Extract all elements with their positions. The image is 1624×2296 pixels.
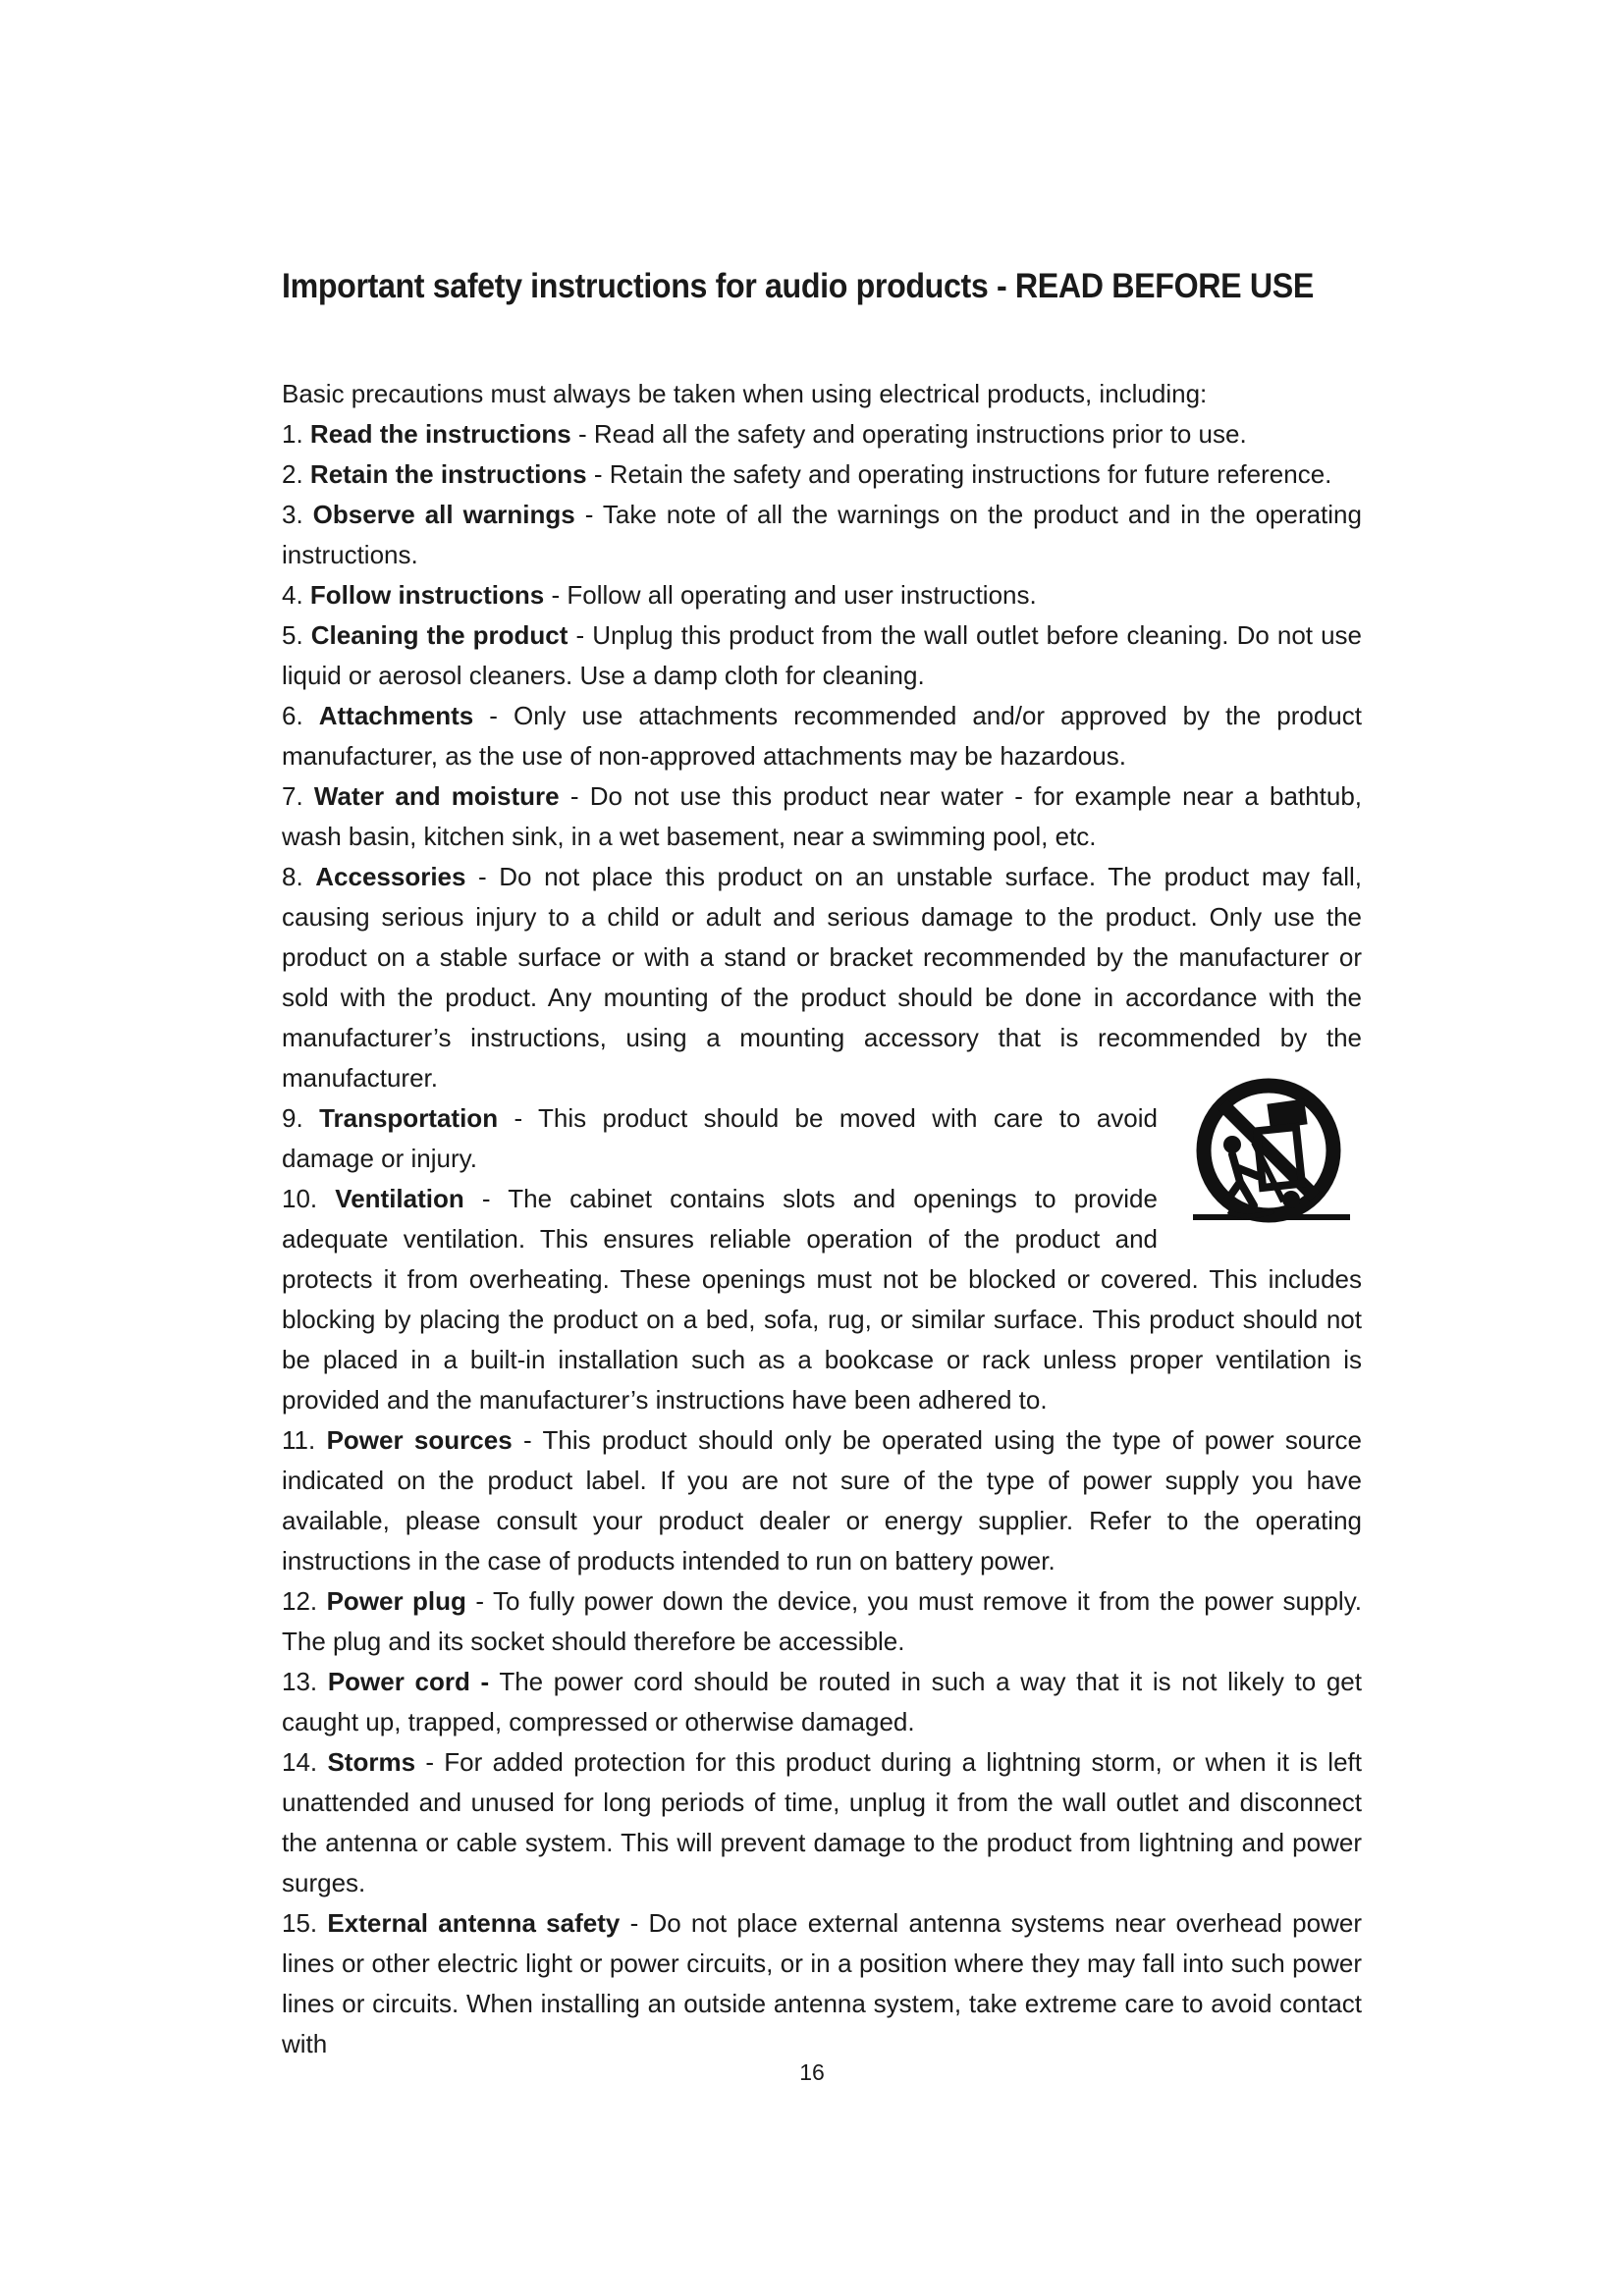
cart-tip-over-warning-icon (1175, 1074, 1362, 1237)
item-heading: Follow instructions (309, 580, 545, 610)
item-body: - Do not place external antenna systems near overhead power lines or other electric light or power circuits, or in a position where they may fall into such power lines or circuits. When installing an outside antenna system, take extreme care to avoid contact with (282, 1908, 1362, 2058)
list-item (282, 495, 1362, 575)
item-number: 15. (282, 1908, 318, 1938)
item-body: - Do not use this product near water - for example near a bathtub, wash basin, kitchen sink, in a wet basement, near a swimming pool, etc. (282, 781, 1362, 851)
item-number: 6. (282, 701, 303, 730)
item-number: 9. (282, 1103, 303, 1133)
item-body: - Do not place this product on an unstable surface. The product may fall, causing serious injury to a child or adult and serious damage to the product. Only use the product on a stable surface or with a stand or bracket recommended by the manufacturer or sold with the product. Any mounting of the product should be done in accordance with the manufacturer’s instructions, using a mounting accessory that is recommended by the manufacturer. (282, 862, 1362, 1093)
item-body: - Take note of all the warnings on the product and in the operating instructions. (282, 500, 1362, 569)
item-heading: Accessories (315, 862, 466, 891)
item-body: - Read all the safety and operating instructions prior to use. (570, 419, 1247, 449)
page-number: 16 (799, 2059, 825, 2085)
list-item (282, 1662, 1362, 1742)
item-heading: Read the instructions (309, 419, 571, 449)
item-heading: Attachments (318, 701, 474, 730)
item-number: 13. (282, 1667, 318, 1696)
item-number: 11. (282, 1425, 316, 1455)
list-item (282, 615, 1362, 696)
item-heading: External antenna safety (327, 1908, 621, 1938)
item-number: 1. (282, 419, 303, 449)
item-heading: Observe all warnings (312, 500, 575, 529)
item-heading: Water and moisture (313, 781, 560, 811)
list-item (282, 1420, 1362, 1581)
item-body: - This product should only be operated using the type of power source indicated on the product label. If you are not sure of the type of power supply you have available, please consult your product dealer or energy supplier. Refer to the operating instructions in the case of products intended to run on battery power. (282, 1425, 1362, 1575)
list-item (282, 776, 1362, 857)
item-heading: Transportation (319, 1103, 499, 1133)
item-body: - This product should be moved with care to avoid damage or injury. (282, 1103, 1158, 1173)
instructions-body (282, 374, 1362, 2064)
item-number: 10. (282, 1184, 318, 1213)
item-body: - Retain the safety and operating instructions for future reference. (586, 459, 1332, 489)
list-item (282, 1903, 1362, 2064)
item-body: - Only use attachments recommended and/or approved by the product manufacturer, as the use of non-approved attachments may be hazardous. (282, 701, 1362, 771)
item-heading: Cleaning the product (310, 620, 568, 650)
item-body: The power cord should be routed in such a way that it is not likely to get caught up, trapped, compressed or otherwise damaged. (282, 1667, 1362, 1736)
list-item (282, 414, 1362, 454)
item-heading: Power sources (326, 1425, 513, 1455)
list-item (282, 696, 1362, 776)
item-heading: Power plug (326, 1586, 466, 1616)
list-item (282, 857, 1362, 1098)
item-number: 2. (282, 459, 303, 489)
cart-tip-over-graphic (1175, 1074, 1362, 1237)
item-heading: Ventilation (335, 1184, 464, 1213)
list-item (282, 575, 1362, 615)
item-number: 8. (282, 862, 303, 891)
item-heading: Power cord - (327, 1667, 490, 1696)
item-number: 5. (282, 620, 303, 650)
item-number: 12. (282, 1586, 318, 1616)
page-title: Important safety instructions for audio products - READ BEFORE USE (282, 267, 1314, 305)
item-body: - For added protection for this product during a lightning storm, or when it is left unattended and unused for long periods of time, unplug it from the wall outlet and disconnect the antenna or cable system. This will prevent damage to the product from lightning and power surges. (282, 1747, 1362, 1897)
item-heading: Retain the instructions (309, 459, 587, 489)
item-body: - Follow all operating and user instructions. (544, 580, 1037, 610)
item-number: 4. (282, 580, 303, 610)
item-body: - Unplug this product from the wall outlet before cleaning. Do not use liquid or aerosol cleaners. Use a damp cloth for cleaning. (282, 620, 1362, 690)
list-item (282, 1742, 1362, 1903)
item-number: 14. (282, 1747, 318, 1777)
intro-text: Basic precautions must always be taken when using electrical products, including: (282, 379, 1208, 408)
item-number: 7. (282, 781, 303, 811)
item-heading: Storms (327, 1747, 416, 1777)
item-number: 3. (282, 500, 303, 529)
list-item (282, 454, 1362, 495)
list-item (282, 1581, 1362, 1662)
item-body: - The cabinet contains slots and openings to provide adequate ventilation. This ensures reliable operation of the product and protects it from overheating. These openings must not be blocked or covered. This includes blocking by placing the product on a bed, sofa, rug, or similar surface. This product should not be placed in a built-in installation such as a bookcase or rack unless proper ventilation is provided and the manufacturer’s instructions have been adhered to. (282, 1184, 1362, 1415)
item-body: - To fully power down the device, you must remove it from the power supply. The plug and its socket should therefore be accessible. (282, 1586, 1362, 1656)
